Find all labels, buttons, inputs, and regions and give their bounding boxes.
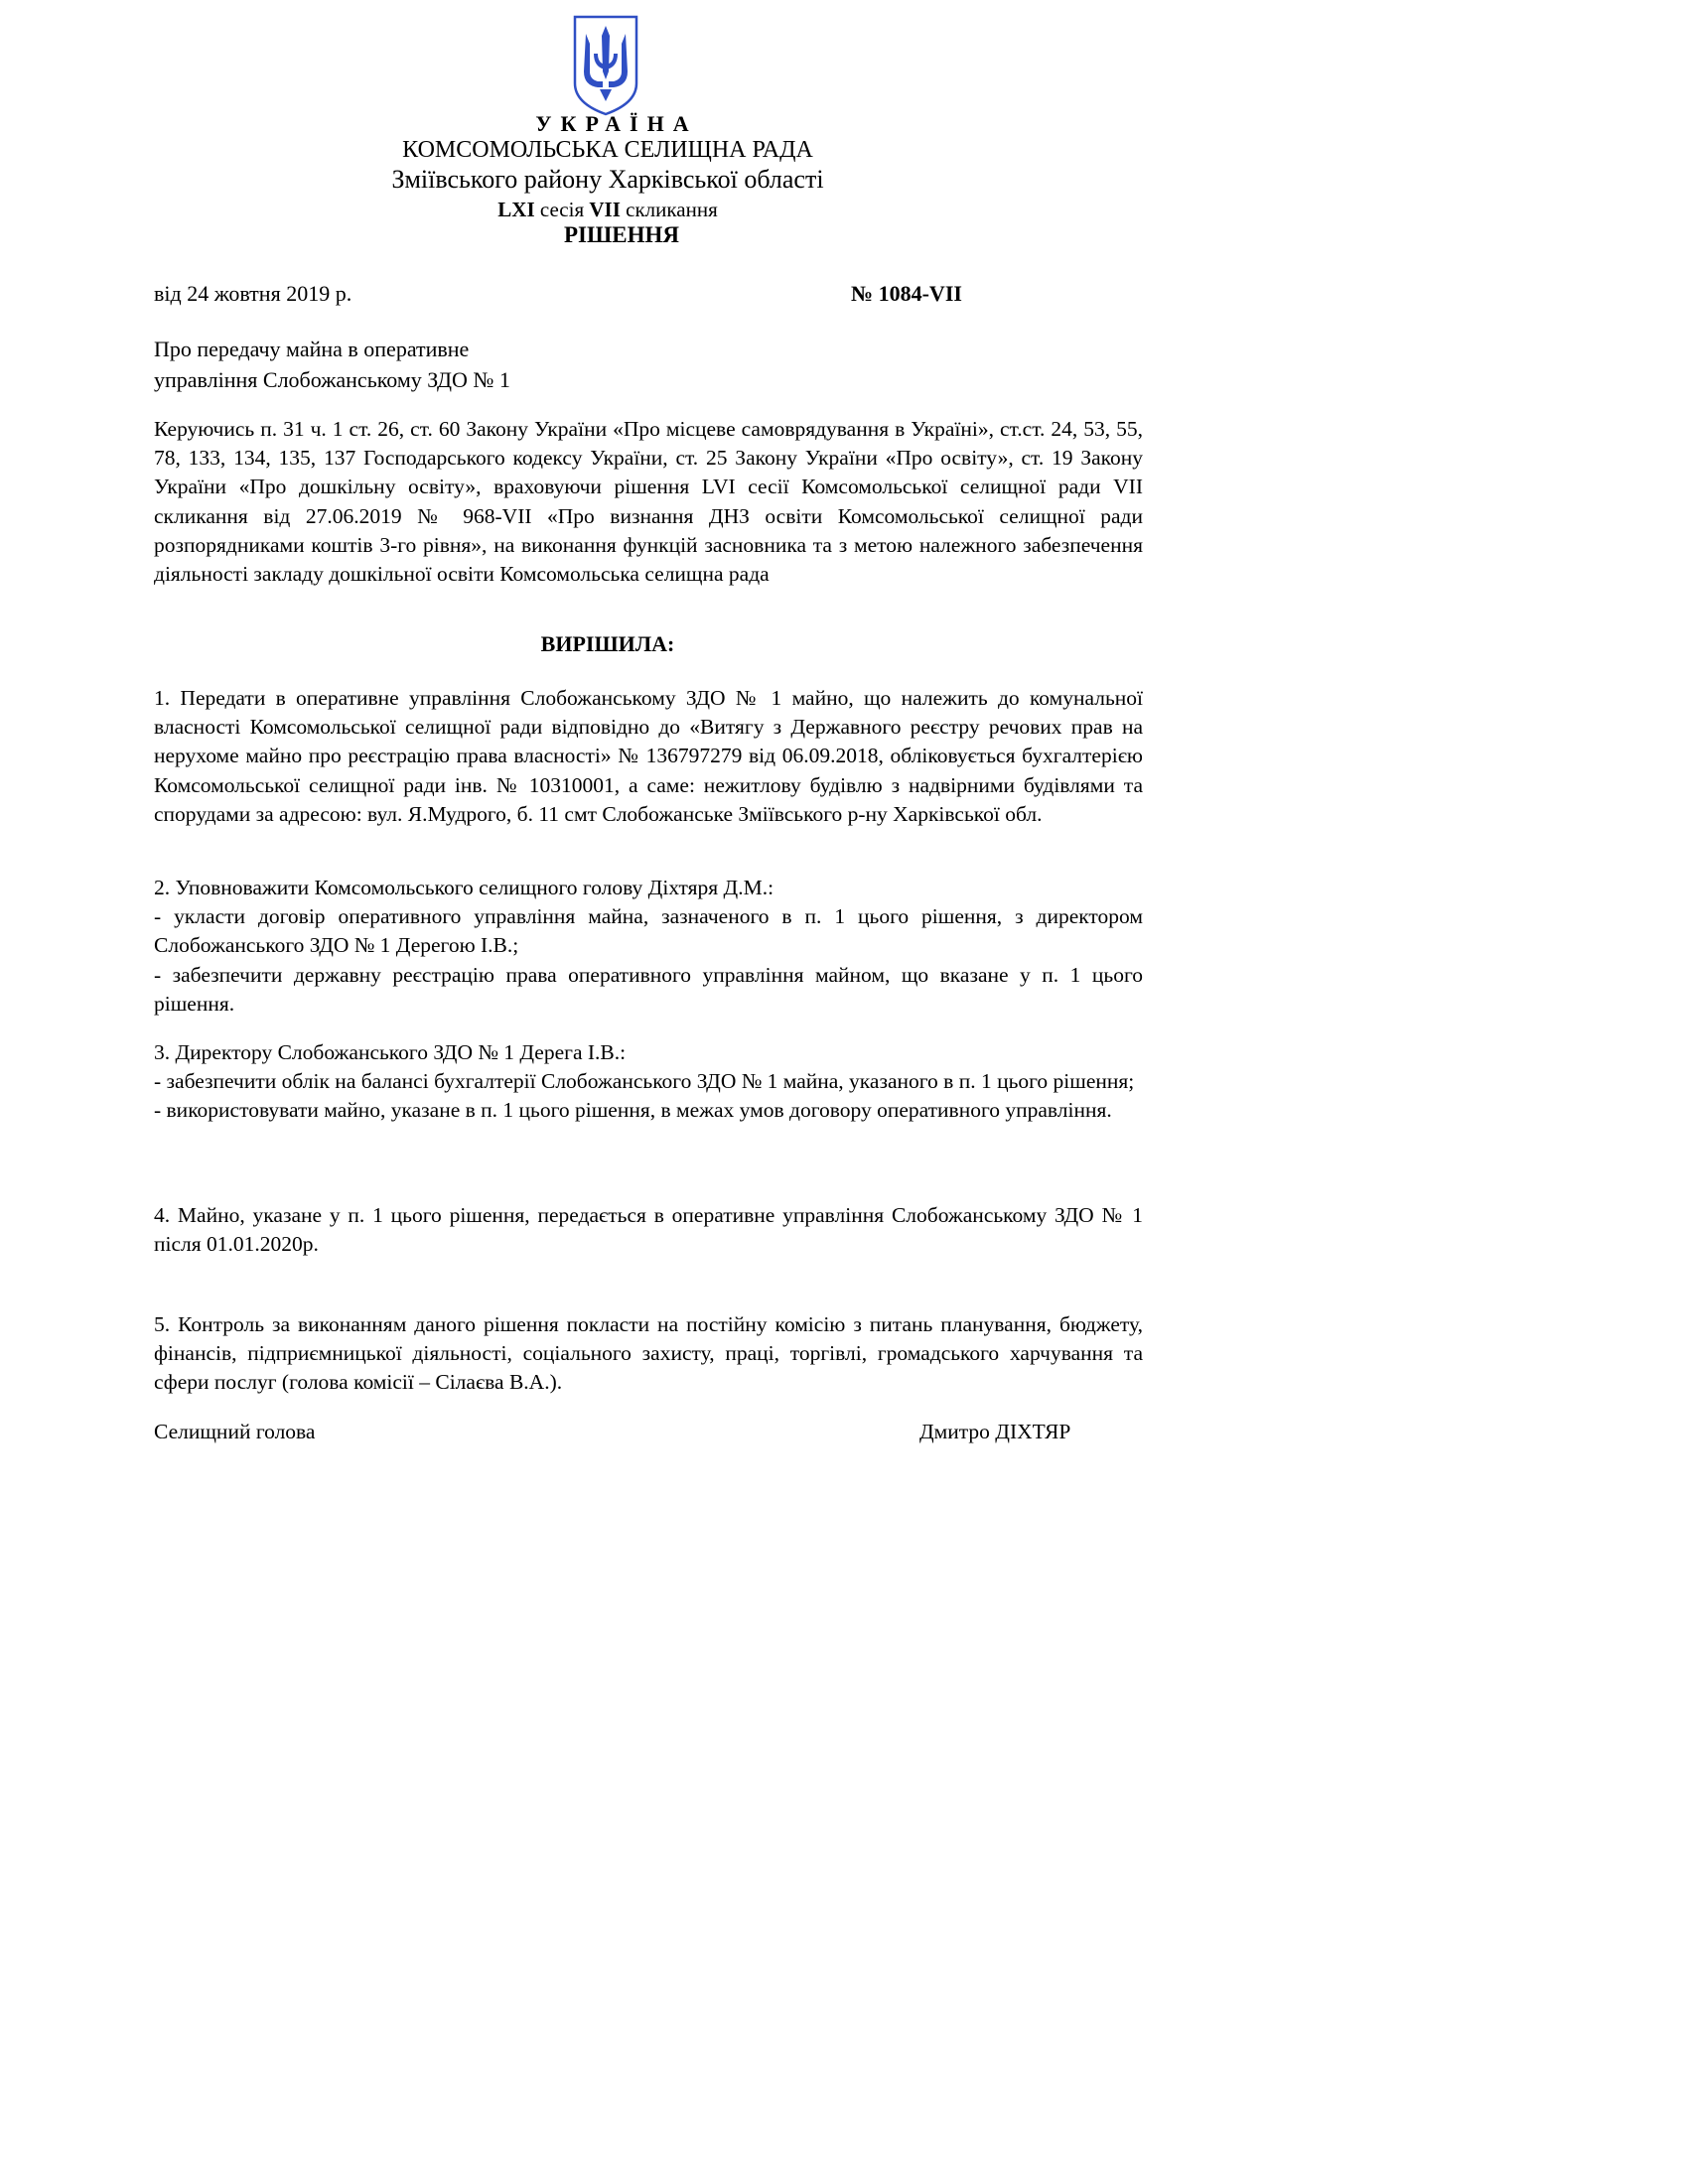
session-number: LXI bbox=[497, 198, 535, 221]
item-line: 2. Уповноважити Комсомольського селищного голову Діхтяря Д.М.: bbox=[154, 876, 774, 899]
decision-item-4 bbox=[154, 1201, 1143, 1259]
convocation-number: VII bbox=[589, 198, 621, 221]
item-line: - забезпечити облік на балансі бухгалтерії Слобожанського ЗДО № 1 майна, указаного в п. 1 цього рішення; bbox=[154, 1069, 1135, 1094]
decision-number: № 1084-VII bbox=[851, 281, 962, 306]
item-line: 4. Майно, указане у п. 1 цього рішення, передається в оперативне управління Слобожанському ЗДО № 1 після 01.01.2020р. bbox=[154, 1203, 1143, 1257]
session-heading bbox=[0, 198, 1215, 222]
decision-item-3 bbox=[154, 1038, 1143, 1126]
coat-of-arms-of-ukraine-icon bbox=[572, 14, 639, 117]
subject-line: Про передачу майна в оперативне bbox=[154, 337, 470, 361]
district-heading: Зміївського району Харківської області bbox=[391, 165, 824, 194]
decision-date: від 24 жовтня 2019 р. bbox=[154, 281, 352, 306]
item-line: - використовувати майно, указане в п. 1 цього рішення, в межах умов договору оперативного управління. bbox=[154, 1098, 1112, 1123]
subject-line: управління Слобожанському ЗДО № 1 bbox=[154, 367, 510, 392]
decision-subject bbox=[154, 334, 510, 395]
signature-name: Дмитро ДІХТЯР bbox=[919, 1420, 1071, 1443]
item-line: 5. Контроль за виконанням даного рішення покласти на постійну комісію з питань планування, бюджету, фінансів, підприємницької діяльності, соціального захисту, праці, торгівлі, громадського харчування та сфери послуг (голова комісії – Сілаєва В.А.). bbox=[154, 1312, 1143, 1395]
item-line: - укласти договір оперативного управління майна, зазначеного в п. 1 цього рішення, з директором Слобожанського ЗДО № 1 Дерегою І.В.; bbox=[154, 904, 1143, 958]
decision-item-2 bbox=[154, 874, 1143, 1019]
country-heading: УКРАЇНА bbox=[535, 111, 698, 136]
document-type-heading: РІШЕННЯ bbox=[564, 222, 679, 247]
resolved-heading: ВИРІШИЛА: bbox=[540, 631, 675, 656]
preamble-paragraph: Керуючись п. 31 ч. 1 ст. 26, ст. 60 Закону України «Про місцеве самоврядування в Україні», ст.ст. 24, 53, 55, 78, 133, 134, 135, 137 Господарського кодексу України, ст. 25 Закону України «Про освіту», ст. 19 Закону України «Про дошкільну освіту», враховуючи рішення LVI сесії Комсомольської селищної ради VII скликання від 27.06.2019 № 968-VII «Про визнання ДНЗ освіти Комсомольської селищної ради розпорядниками коштів 3-го рівня», на виконання функцій засновника та з метою належного забезпечення діяльності закладу дошкільної освіти Комсомольська селищна рада bbox=[154, 417, 1143, 587]
council-heading: КОМСОМОЛЬСЬКА СЕЛИЩНА РАДА bbox=[402, 137, 813, 163]
signature-title: Селищний голова bbox=[154, 1420, 316, 1443]
session-word: сесія bbox=[539, 198, 585, 221]
item-line: 3. Директору Слобожанського ЗДО № 1 Дерега І.В.: bbox=[154, 1040, 627, 1064]
decision-item-5 bbox=[154, 1310, 1143, 1398]
item-line: - забезпечити державну реєстрацію права оперативного управління майном, що вказане у п. 1 цього рішення. bbox=[154, 962, 1143, 1016]
convocation-word: скликання bbox=[626, 198, 718, 221]
decision-item-1 bbox=[154, 684, 1143, 829]
item-line: 1. Передати в оперативне управління Слобожанському ЗДО № 1 майно, що належить до комунальної власності Комсомольської селищної ради відповідно до «Витягу з Державного реєстру речових прав на нерухоме майно про реєстрацію права власності» № 136797279 від 06.09.2018, обліковується бухгалтерією Комсомольської селищної ради інв. № 10310001, а саме: нежитлову будівлю з надвірними будівлями та спорудами за адресою: вул. Я.Мудрого, б. 11 смт Слобожанське Зміївського р-ну Харківської обл. bbox=[154, 686, 1143, 826]
